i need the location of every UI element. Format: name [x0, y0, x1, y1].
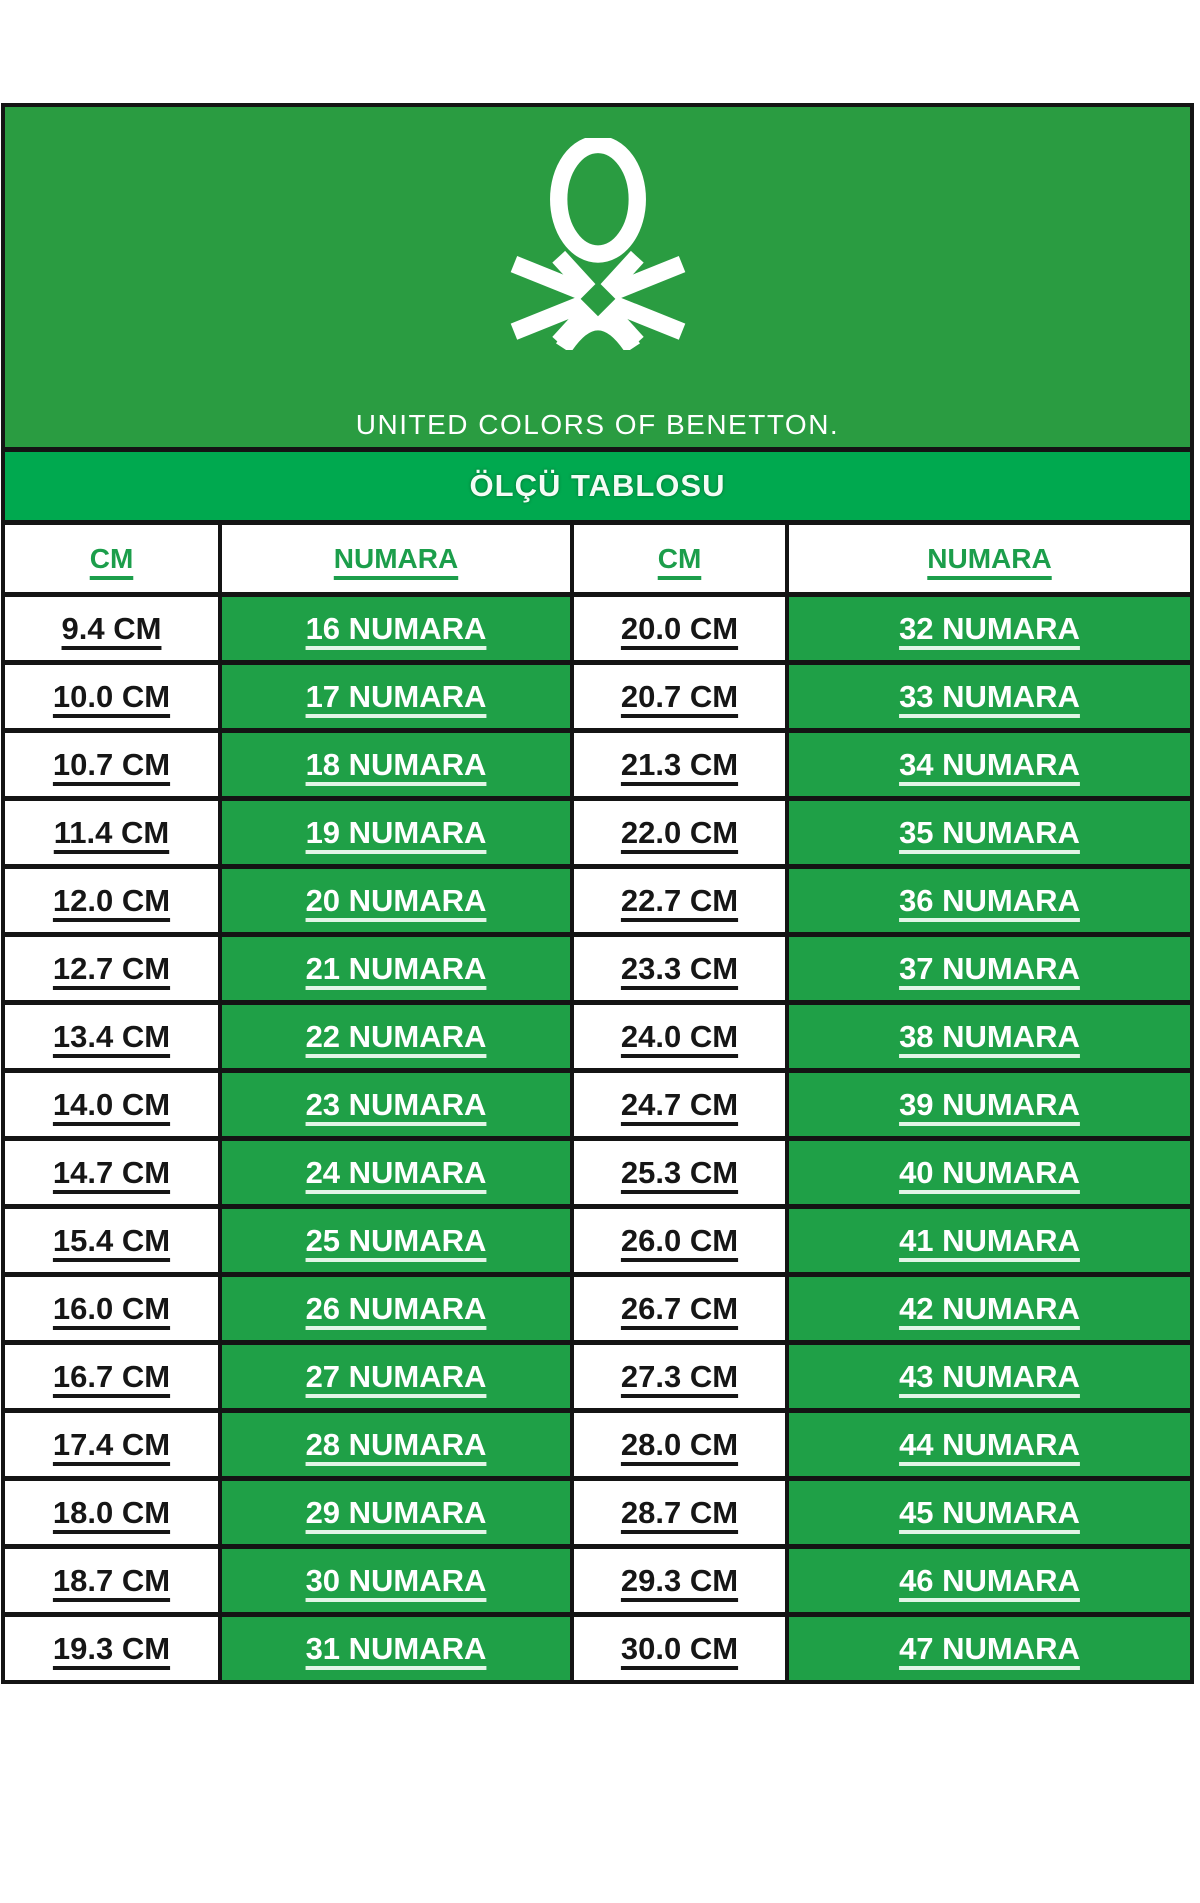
table-title-bar	[5, 447, 1190, 520]
table-row	[5, 1544, 1190, 1612]
numara-cell	[218, 733, 570, 796]
numara-cell	[785, 1345, 1190, 1408]
cm-value: 18.7 CM	[52, 1562, 171, 1598]
numara-value: 40 NUMARA	[899, 1154, 1080, 1190]
numara-cell	[785, 1209, 1190, 1272]
cm-value: 22.7 CM	[620, 882, 739, 918]
numara-cell	[218, 665, 570, 728]
cm-value: 12.7 CM	[52, 950, 171, 986]
numara-cell	[218, 1005, 570, 1068]
numara-cell	[218, 597, 570, 660]
numara-cell	[785, 1481, 1190, 1544]
numara-value: 17 NUMARA	[305, 678, 487, 714]
table-row	[5, 660, 1190, 728]
table-header-row	[5, 520, 1190, 592]
numara-value: 45 NUMARA	[899, 1494, 1080, 1530]
cm-cell	[5, 1413, 218, 1476]
cm-cell	[570, 1277, 785, 1340]
numara-cell	[218, 937, 570, 1000]
cm-cell	[570, 1005, 785, 1068]
numara-value: 19 NUMARA	[305, 814, 487, 850]
cm-value: 28.0 CM	[620, 1426, 739, 1462]
cm-value: 11.4 CM	[53, 814, 170, 850]
cm-cell	[5, 937, 218, 1000]
numara-cell	[218, 1481, 570, 1544]
numara-cell	[218, 1345, 570, 1408]
table-row	[5, 1204, 1190, 1272]
numara-value: 36 NUMARA	[899, 882, 1080, 918]
cm-value: 23.3 CM	[620, 950, 739, 986]
numara-cell	[785, 665, 1190, 728]
numara-cell	[785, 1073, 1190, 1136]
numara-cell	[785, 1005, 1190, 1068]
cm-cell	[5, 1073, 218, 1136]
cm-value: 18.0 CM	[52, 1494, 171, 1530]
numara-cell	[218, 1209, 570, 1272]
numara-cell	[785, 1549, 1190, 1612]
cm-cell	[5, 1617, 218, 1680]
cm-cell	[5, 1005, 218, 1068]
cm-value: 24.0 CM	[620, 1018, 739, 1054]
header-cell-numara-right	[785, 525, 1190, 592]
numara-value: 26 NUMARA	[305, 1290, 487, 1326]
cm-cell	[570, 1617, 785, 1680]
cm-value: 20.7 CM	[620, 678, 739, 714]
cm-value: 21.3 CM	[620, 746, 739, 782]
table-row	[5, 1476, 1190, 1544]
cm-cell	[5, 733, 218, 796]
table-row	[5, 592, 1190, 660]
numara-value: 31 NUMARA	[305, 1630, 487, 1666]
numara-value: 25 NUMARA	[305, 1222, 487, 1258]
numara-value: 16 NUMARA	[305, 610, 487, 646]
numara-cell	[218, 869, 570, 932]
cm-cell	[5, 597, 218, 660]
numara-value: 46 NUMARA	[899, 1562, 1080, 1598]
numara-cell	[785, 1617, 1190, 1680]
numara-value: 29 NUMARA	[305, 1494, 487, 1530]
table-row	[5, 1612, 1190, 1680]
cm-value: 12.0 CM	[52, 882, 171, 918]
numara-value: 21 NUMARA	[305, 950, 487, 986]
cm-cell	[570, 1549, 785, 1612]
cm-cell	[5, 801, 218, 864]
cm-value: 20.0 CM	[620, 610, 739, 646]
numara-cell	[785, 597, 1190, 660]
brand-wordmark: UNITED COLORS OF BENETTON.	[355, 409, 840, 440]
numara-value: 32 NUMARA	[899, 610, 1080, 646]
cm-value: 25.3 CM	[620, 1154, 739, 1190]
table-title: ÖLÇÜ TABLOSU	[469, 468, 726, 503]
numara-value: 27 NUMARA	[305, 1358, 487, 1394]
cm-value: 13.4 CM	[52, 1018, 171, 1054]
cm-cell	[570, 1209, 785, 1272]
numara-value: 47 NUMARA	[899, 1630, 1080, 1666]
numara-cell	[785, 937, 1190, 1000]
cm-cell	[570, 1345, 785, 1408]
brand-panel	[5, 107, 1190, 447]
numara-value: 33 NUMARA	[899, 678, 1080, 714]
cm-cell	[570, 733, 785, 796]
cm-value: 28.7 CM	[620, 1494, 739, 1530]
cm-cell	[570, 1073, 785, 1136]
cm-value: 16.7 CM	[52, 1358, 171, 1394]
cm-cell	[5, 1481, 218, 1544]
cm-cell	[570, 1141, 785, 1204]
cm-cell	[570, 937, 785, 1000]
cm-value: 14.7 CM	[52, 1154, 171, 1190]
cm-value: 30.0 CM	[620, 1630, 739, 1666]
cm-value: 26.7 CM	[620, 1290, 739, 1326]
numara-cell	[218, 1073, 570, 1136]
cm-value: 10.7 CM	[52, 746, 171, 782]
cm-cell	[570, 869, 785, 932]
size-table-body	[5, 592, 1190, 1680]
header-label: NUMARA	[927, 542, 1052, 574]
numara-value: 23 NUMARA	[305, 1086, 487, 1122]
numara-value: 18 NUMARA	[305, 746, 487, 782]
cm-cell	[5, 1277, 218, 1340]
numara-value: 28 NUMARA	[305, 1426, 487, 1462]
numara-value: 38 NUMARA	[899, 1018, 1080, 1054]
cm-cell	[570, 801, 785, 864]
numara-cell	[785, 869, 1190, 932]
cm-cell	[570, 1481, 785, 1544]
numara-cell	[785, 1277, 1190, 1340]
cm-cell	[5, 1209, 218, 1272]
numara-value: 42 NUMARA	[899, 1290, 1080, 1326]
numara-cell	[218, 1549, 570, 1612]
cm-value: 19.3 CM	[52, 1630, 171, 1666]
cm-cell	[570, 597, 785, 660]
table-row	[5, 728, 1190, 796]
cm-value: 17.4 CM	[52, 1426, 171, 1462]
numara-cell	[785, 1141, 1190, 1204]
numara-value: 20 NUMARA	[305, 882, 487, 918]
header-label: NUMARA	[333, 542, 459, 574]
cm-value: 14.0 CM	[52, 1086, 171, 1122]
header-cell-numara-left	[218, 525, 570, 592]
header-label: CM	[89, 542, 134, 574]
cm-cell	[5, 665, 218, 728]
table-row	[5, 932, 1190, 1000]
table-row	[5, 1136, 1190, 1204]
header-label: CM	[657, 542, 702, 574]
cm-cell	[5, 1345, 218, 1408]
numara-value: 37 NUMARA	[899, 950, 1080, 986]
numara-value: 24 NUMARA	[305, 1154, 487, 1190]
numara-value: 30 NUMARA	[305, 1562, 487, 1598]
cm-value: 16.0 CM	[52, 1290, 171, 1326]
numara-cell	[218, 1277, 570, 1340]
cm-cell	[5, 1141, 218, 1204]
benetton-knot-icon	[502, 138, 694, 350]
table-row	[5, 864, 1190, 932]
cm-value: 9.4 CM	[61, 610, 162, 646]
cm-value: 15.4 CM	[52, 1222, 171, 1258]
numara-value: 35 NUMARA	[899, 814, 1080, 850]
table-row	[5, 796, 1190, 864]
numara-cell	[785, 801, 1190, 864]
numara-cell	[218, 801, 570, 864]
table-row	[5, 1272, 1190, 1340]
cm-value: 29.3 CM	[620, 1562, 739, 1598]
cm-value: 27.3 CM	[620, 1358, 739, 1394]
size-chart-sheet	[1, 103, 1194, 1684]
numara-cell	[218, 1141, 570, 1204]
table-row	[5, 1340, 1190, 1408]
numara-value: 41 NUMARA	[899, 1222, 1080, 1258]
cm-cell	[570, 665, 785, 728]
numara-value: 39 NUMARA	[899, 1086, 1080, 1122]
table-row	[5, 1408, 1190, 1476]
cm-value: 10.0 CM	[52, 678, 171, 714]
numara-cell	[218, 1617, 570, 1680]
cm-cell	[570, 1413, 785, 1476]
numara-value: 22 NUMARA	[305, 1018, 487, 1054]
numara-cell	[785, 1413, 1190, 1476]
table-row	[5, 1068, 1190, 1136]
header-cell-cm-right	[570, 525, 785, 592]
cm-cell	[5, 1549, 218, 1612]
numara-cell	[218, 1413, 570, 1476]
numara-value: 34 NUMARA	[899, 746, 1080, 782]
numara-value: 43 NUMARA	[899, 1358, 1080, 1394]
numara-cell	[785, 733, 1190, 796]
cm-cell	[5, 869, 218, 932]
cm-value: 24.7 CM	[620, 1086, 739, 1122]
header-cell-cm-left	[5, 525, 218, 592]
cm-value: 26.0 CM	[620, 1222, 739, 1258]
numara-value: 44 NUMARA	[899, 1426, 1080, 1462]
cm-value: 22.0 CM	[620, 814, 739, 850]
table-row	[5, 1000, 1190, 1068]
